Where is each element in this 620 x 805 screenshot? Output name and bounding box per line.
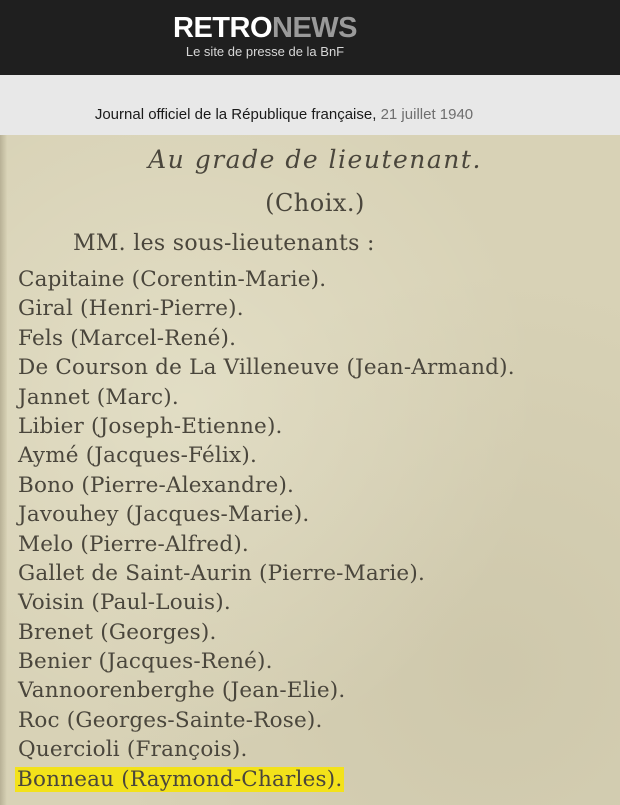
- name-text: Benier (Jacques-René).: [18, 649, 273, 675]
- name-text: Vannoorenberghe (Jean-Elie).: [18, 678, 346, 704]
- name-line: [18, 265, 515, 294]
- publication-date: 21 juillet 1940: [380, 106, 474, 123]
- name-text: Brenet (Georges).: [18, 619, 217, 645]
- source-bar: [0, 75, 620, 135]
- name-line: [18, 441, 515, 470]
- name-line: [18, 500, 515, 529]
- name-text: Gallet de Saint-Aurin (Pierre-Marie).: [18, 560, 425, 586]
- source-citation: [0, 106, 568, 123]
- name-line: [18, 471, 515, 500]
- name-line: [18, 412, 515, 441]
- name-line: [18, 765, 515, 794]
- site-tagline: Le site de presse de la BnF: [185, 44, 345, 59]
- name-line: [18, 618, 515, 647]
- name-line: [18, 706, 515, 735]
- name-text: De Courson de La Villeneuve (Jean-Armand).: [18, 355, 515, 381]
- name-line: [18, 294, 515, 323]
- name-line: [18, 559, 515, 588]
- name-text: Bono (Pierre-Alexandre).: [18, 472, 295, 498]
- name-text: Melo (Pierre-Alfred).: [18, 531, 249, 557]
- name-text: Roc (Georges-Sainte-Rose).: [18, 707, 323, 733]
- name-text: Voisin (Paul-Louis).: [18, 590, 231, 616]
- name-line: [18, 530, 515, 559]
- names-list: [18, 265, 515, 794]
- name-line: [18, 676, 515, 705]
- name-text: Javouhey (Jacques-Marie).: [18, 502, 310, 528]
- logo-news: NEWS: [272, 12, 357, 44]
- name-text: Aymé (Jacques-Félix).: [18, 443, 258, 469]
- heading-choix: (Choix.): [265, 189, 365, 217]
- name-line: [18, 324, 515, 353]
- newspaper-scan: [0, 135, 620, 805]
- publication-title: Journal officiel de la République française,: [94, 106, 377, 123]
- name-line: [18, 735, 515, 764]
- name-line: [18, 647, 515, 676]
- name-line: [18, 383, 515, 412]
- name-text: Giral (Henri-Pierre).: [18, 296, 244, 322]
- name-line: [18, 588, 515, 617]
- name-text: Fels (Marcel-René).: [18, 325, 237, 351]
- name-text: Capitaine (Corentin-Marie).: [18, 267, 327, 292]
- name-line: [18, 353, 515, 382]
- logo-retro: RETRO: [173, 12, 272, 44]
- site-header: [0, 0, 620, 75]
- name-text: Jannet (Marc).: [18, 384, 179, 410]
- name-text: Quercioli (François).: [18, 737, 248, 763]
- intro-line: MM. les sous-lieutenants :: [73, 231, 375, 256]
- highlighted-name: Bonneau (Raymond-Charles).: [17, 766, 343, 792]
- heading-grade: Au grade de lieutenant.: [148, 145, 482, 174]
- name-text: Libier (Joseph-Etienne).: [18, 413, 283, 439]
- scan-edge: [0, 135, 7, 805]
- retronews-logo[interactable]: [0, 12, 530, 44]
